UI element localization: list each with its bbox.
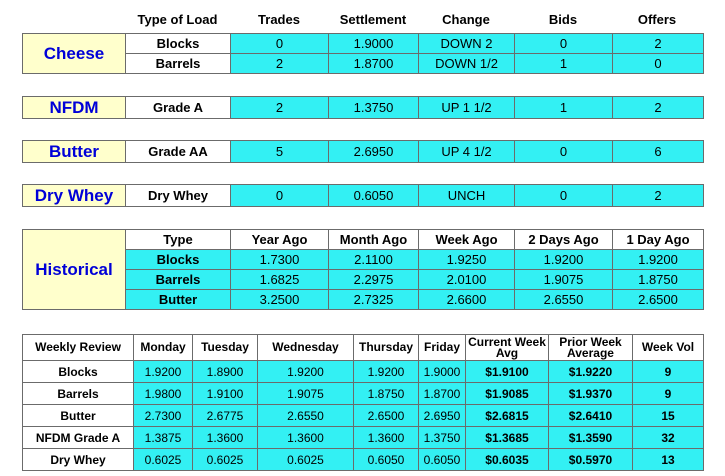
current-week-avg-cell: $2.6815	[466, 405, 549, 427]
prior-week-avg-cell: $1.9220	[549, 361, 633, 383]
value-cell: 1.9800	[134, 383, 193, 405]
value-cell: 2.6550	[258, 405, 354, 427]
header-offers: Offers	[637, 12, 677, 27]
bids-cell: 0	[515, 141, 613, 163]
prior-week-avg-cell: $0.5970	[549, 449, 633, 471]
table-row	[23, 427, 704, 449]
value-cell: 2.6500	[354, 405, 419, 427]
value-cell: 1.3600	[193, 427, 258, 449]
value-cell: 2.2975	[329, 270, 419, 290]
historical-table	[22, 229, 704, 310]
bids-cell: 0	[515, 185, 613, 207]
trades-cell: 0	[231, 34, 329, 54]
value-cell: 2.6600	[419, 290, 515, 310]
value-cell: 2.6500	[613, 290, 704, 310]
category-label: Butter	[23, 141, 126, 163]
settlement-cell: 1.8700	[329, 54, 419, 74]
value-cell: 3.2500	[231, 290, 329, 310]
table-row	[23, 270, 704, 290]
prior-week-avg-cell: $1.9370	[549, 383, 633, 405]
value-cell: 1.8750	[354, 383, 419, 405]
value-cell: 0.6050	[354, 449, 419, 471]
table-row	[23, 97, 704, 119]
value-cell: 0.6050	[419, 449, 466, 471]
category-label: NFDM	[23, 97, 126, 119]
row-label: Barrels	[23, 383, 134, 405]
change-cell: DOWN 1/2	[419, 54, 515, 74]
row-label: Dry Whey	[23, 449, 134, 471]
value-cell: 1.8900	[193, 361, 258, 383]
column-header: Week Ago	[419, 230, 515, 250]
value-cell: 2.1100	[329, 250, 419, 270]
table-row	[23, 54, 704, 74]
header-bids: Bids	[548, 12, 578, 27]
change-cell: DOWN 2	[419, 34, 515, 54]
week-vol-cell: 9	[633, 383, 704, 405]
table-row	[23, 185, 704, 207]
prior-week-avg-cell: $2.6410	[549, 405, 633, 427]
value-cell: 1.3600	[258, 427, 354, 449]
value-cell: 0.6025	[134, 449, 193, 471]
butter-table	[22, 140, 704, 163]
column-header: Prior Week Average	[549, 335, 633, 361]
load-type: Grade A	[126, 97, 231, 119]
value-cell: 2.6950	[419, 405, 466, 427]
column-header: Month Ago	[329, 230, 419, 250]
week-vol-cell: 9	[633, 361, 704, 383]
weekly-review-table	[22, 334, 704, 471]
current-week-avg-cell: $1.9085	[466, 383, 549, 405]
category-label: Cheese	[23, 34, 126, 74]
cheese-table	[22, 33, 704, 74]
row-label: Blocks	[126, 250, 231, 270]
table-row	[23, 405, 704, 427]
value-cell: 1.9200	[613, 250, 704, 270]
value-cell: 1.9000	[419, 361, 466, 383]
offers-cell: 6	[613, 141, 704, 163]
column-header: Weekly Review	[23, 335, 134, 361]
value-cell: 1.7300	[231, 250, 329, 270]
load-type: Dry Whey	[126, 185, 231, 207]
load-type: Barrels	[126, 54, 231, 74]
offers-cell: 2	[613, 97, 704, 119]
table-row	[23, 141, 704, 163]
value-cell: 1.9200	[258, 361, 354, 383]
settlement-cell: 1.9000	[329, 34, 419, 54]
settlement-cell: 2.6950	[329, 141, 419, 163]
row-label: Butter	[23, 405, 134, 427]
week-vol-cell: 13	[633, 449, 704, 471]
value-cell: 1.9075	[515, 270, 613, 290]
value-cell: 2.6550	[515, 290, 613, 310]
prior-week-avg-cell: $1.3590	[549, 427, 633, 449]
table-row	[23, 250, 704, 270]
table-row	[23, 230, 704, 250]
load-type: Grade AA	[126, 141, 231, 163]
value-cell: 1.9200	[515, 250, 613, 270]
settlement-cell: 0.6050	[329, 185, 419, 207]
change-cell: UP 1 1/2	[419, 97, 515, 119]
trades-cell: 0	[231, 185, 329, 207]
week-vol-cell: 32	[633, 427, 704, 449]
table-row	[23, 449, 704, 471]
row-label: Barrels	[126, 270, 231, 290]
header-change: Change	[442, 12, 490, 27]
change-cell: UP 4 1/2	[419, 141, 515, 163]
value-cell: 1.3600	[354, 427, 419, 449]
column-header: Year Ago	[231, 230, 329, 250]
current-week-avg-cell: $1.9100	[466, 361, 549, 383]
value-cell: 0.6025	[193, 449, 258, 471]
trades-cell: 2	[231, 54, 329, 74]
value-cell: 1.9100	[193, 383, 258, 405]
value-cell: 1.3750	[419, 427, 466, 449]
value-cell: 1.9250	[419, 250, 515, 270]
offers-cell: 0	[613, 54, 704, 74]
column-header: Monday	[134, 335, 193, 361]
whey-table	[22, 184, 704, 207]
settlement-cell: 1.3750	[329, 97, 419, 119]
value-cell: 1.9075	[258, 383, 354, 405]
value-cell: 2.7325	[329, 290, 419, 310]
table-row	[23, 335, 704, 361]
row-label: NFDM Grade A	[23, 427, 134, 449]
change-cell: UNCH	[419, 185, 515, 207]
value-cell: 2.7300	[134, 405, 193, 427]
value-cell: 1.3875	[134, 427, 193, 449]
value-cell: 1.8700	[419, 383, 466, 405]
value-cell: 0.6025	[258, 449, 354, 471]
table-row	[23, 34, 704, 54]
table-row	[23, 361, 704, 383]
trades-cell: 2	[231, 97, 329, 119]
column-header: Friday	[419, 335, 466, 361]
category-label: Dry Whey	[23, 185, 126, 207]
bids-cell: 1	[515, 97, 613, 119]
offers-cell: 2	[613, 185, 704, 207]
bids-cell: 0	[515, 34, 613, 54]
bids-cell: 1	[515, 54, 613, 74]
load-type: Blocks	[126, 34, 231, 54]
column-header: Wednesday	[258, 335, 354, 361]
value-cell: 2.6775	[193, 405, 258, 427]
value-cell: 1.8750	[613, 270, 704, 290]
value-cell: 1.9200	[354, 361, 419, 383]
current-week-avg-cell: $0.6035	[466, 449, 549, 471]
column-header: Week Vol	[633, 335, 704, 361]
row-label: Butter	[126, 290, 231, 310]
header-trades: Trades	[258, 12, 300, 27]
table-row	[23, 383, 704, 405]
week-vol-cell: 15	[633, 405, 704, 427]
value-cell: 1.9200	[134, 361, 193, 383]
column-header: 2 Days Ago	[515, 230, 613, 250]
offers-cell: 2	[613, 34, 704, 54]
trades-cell: 5	[231, 141, 329, 163]
header-type-of-load: Type of Load	[137, 12, 218, 27]
column-header: 1 Day Ago	[613, 230, 704, 250]
value-cell: 2.0100	[419, 270, 515, 290]
value-cell: 1.6825	[231, 270, 329, 290]
current-week-avg-cell: $1.3685	[466, 427, 549, 449]
column-header: Tuesday	[193, 335, 258, 361]
column-header: Type	[126, 230, 231, 250]
column-header: Thursday	[354, 335, 419, 361]
category-label: Historical	[23, 230, 126, 310]
row-label: Blocks	[23, 361, 134, 383]
table-row	[23, 290, 704, 310]
column-header: Current Week Avg	[466, 335, 549, 361]
nfdm-table	[22, 96, 704, 119]
header-settlement: Settlement	[339, 12, 407, 27]
